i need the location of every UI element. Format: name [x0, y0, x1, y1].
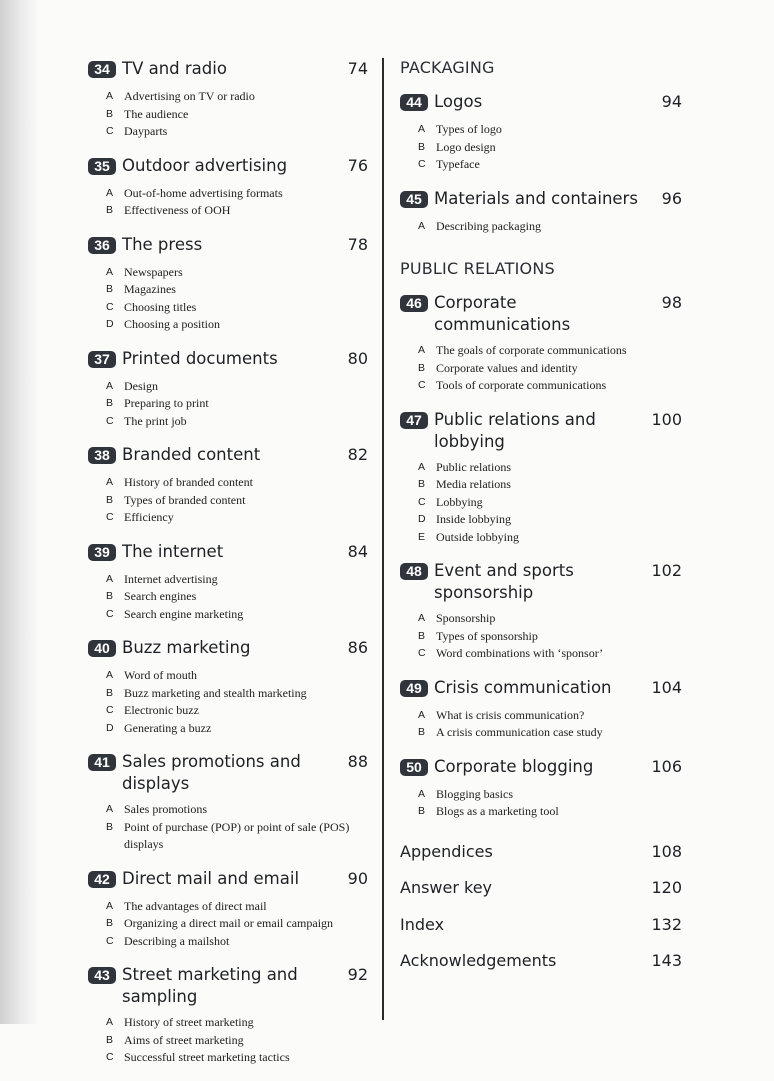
toc-unit-50 [400, 756, 684, 821]
subsection-text: Media relations [436, 477, 511, 491]
subsection-letter: A [418, 123, 426, 135]
subsection-text: Electronic buzz [124, 703, 199, 717]
subsection-text: Describing a mailshot [124, 933, 230, 948]
subsection-letter: A [106, 379, 114, 392]
subsection-text: Choosing a position [124, 317, 221, 331]
back-matter-title: Appendices [400, 841, 493, 861]
subsection-text: Newspapers [124, 264, 183, 279]
unit-number-badge: 49 [400, 680, 428, 697]
subsection-item [418, 529, 684, 547]
subsection-text: Point of purchase (POP) or point of sale (POS) displays [124, 819, 350, 851]
subsection-letter: B [418, 726, 426, 738]
unit-title: Outdoor advertising [122, 155, 288, 175]
toc-section [400, 259, 684, 821]
page-number: 98 [661, 293, 682, 312]
unit-heading[interactable] [88, 444, 370, 468]
subsection-letter: D [418, 513, 426, 525]
unit-heading[interactable] [88, 868, 370, 892]
toc-unit-46 [400, 292, 684, 395]
unit-heading[interactable] [88, 751, 370, 795]
page-number: 82 [347, 445, 368, 464]
subsection-text: Generating a buzz [124, 720, 212, 735]
subsection-letter: C [106, 934, 114, 947]
subsection-item [106, 474, 370, 492]
page-number: 80 [347, 348, 368, 368]
unit-number-badge: 45 [400, 191, 428, 208]
subsection-text: Blogs as a marketing tool [436, 804, 559, 818]
unit-heading[interactable] [88, 155, 370, 179]
subsection-list [418, 342, 684, 395]
subsection-text: History of street marketing [124, 1015, 254, 1029]
subsection-item [106, 202, 370, 220]
back-matter-title: Index [400, 914, 445, 934]
toc-unit-36 [88, 234, 370, 334]
subsection-text: Preparing to print [124, 396, 209, 410]
subsection-item [418, 342, 684, 360]
subsection-letter: A [418, 219, 426, 232]
subsection-text: The goals of corporate communications [436, 343, 627, 357]
subsection-item [418, 610, 684, 628]
subsection-text: Corporate values and identity [436, 360, 578, 375]
toc-unit-43 [88, 964, 370, 1067]
subsection-letter: A [106, 803, 114, 815]
subsection-item [106, 413, 370, 431]
unit-heading[interactable] [400, 91, 684, 115]
subsection-text: Describing packaging [436, 218, 541, 233]
toc-unit-34 [88, 58, 370, 141]
unit-number-badge: 50 [400, 759, 428, 776]
page-number: 143 [651, 951, 682, 970]
subsection-item [418, 360, 684, 378]
subsection-item [106, 509, 370, 527]
subsection-text: Buzz marketing and stealth marketing [124, 685, 307, 700]
subsection-letter: E [418, 530, 426, 543]
subsection-letter: A [106, 669, 114, 681]
toc-unit-38 [88, 444, 370, 527]
unit-title: Direct mail and email [122, 868, 300, 888]
unit-title: Sales promotions and displays [122, 752, 301, 793]
subsection-letter: C [418, 379, 426, 391]
subsection-text: Dayparts [124, 124, 168, 138]
subsection-list [106, 1014, 370, 1067]
unit-number-badge: 44 [400, 94, 428, 111]
subsection-text: Efficiency [124, 510, 174, 524]
unit-title: Corporate blogging [434, 756, 594, 776]
unit-title: Materials and containers [434, 188, 638, 208]
subsection-list [106, 378, 370, 431]
subsection-item [418, 724, 684, 742]
unit-title: The press [122, 234, 203, 254]
unit-number-badge: 40 [88, 640, 116, 657]
subsection-list [106, 474, 370, 527]
subsection-text: Internet advertising [124, 571, 218, 586]
subsection-item [106, 702, 370, 720]
back-matter-title: Answer key [400, 878, 493, 897]
subsection-item [418, 218, 684, 236]
subsection-letter: B [106, 397, 114, 409]
subsection-letter: B [106, 917, 114, 929]
subsection-letter: B [106, 820, 114, 833]
subsection-text: Types of sponsorship [436, 628, 538, 643]
subsection-item [106, 801, 370, 819]
page-number: 90 [347, 868, 368, 888]
subsection-letter: C [106, 704, 114, 716]
toc-unit-41 [88, 751, 370, 854]
page-number: 94 [661, 92, 682, 111]
unit-heading[interactable] [400, 188, 684, 212]
unit-heading[interactable] [400, 756, 684, 780]
subsection-item [106, 685, 370, 703]
subsection-letter: B [418, 478, 426, 490]
unit-heading[interactable] [400, 560, 684, 604]
subsection-letter: C [418, 647, 426, 659]
subsection-letter: C [106, 607, 114, 620]
unit-title: Crisis communication [434, 677, 612, 697]
section-heading: PACKAGING [400, 58, 495, 77]
subsection-list [106, 571, 370, 624]
toc-unit-48 [400, 560, 684, 663]
subsection-text: A crisis communication case study [436, 725, 603, 739]
subsection-text: Public relations [436, 459, 511, 474]
unit-title: Buzz marketing [122, 638, 251, 657]
subsection-text: The print job [124, 413, 187, 428]
unit-number-badge: 42 [88, 871, 116, 888]
page-number: 92 [347, 965, 368, 984]
subsection-text: Sponsorship [436, 611, 496, 625]
toc-unit-37 [88, 348, 370, 431]
subsection-text: Outside lobbying [436, 529, 519, 544]
subsection-text: Search engines [124, 589, 197, 603]
back-matter [400, 841, 684, 987]
subsection-item [106, 185, 370, 203]
subsection-letter: B [418, 140, 426, 153]
page-number: 96 [661, 188, 682, 208]
unit-number-badge: 36 [88, 237, 116, 254]
subsection-item [418, 707, 684, 725]
subsection-text: Out-of-home advertising formats [124, 185, 283, 200]
page-edge-shadow [0, 0, 40, 1024]
subsection-item [418, 494, 684, 512]
unit-number-badge: 46 [400, 295, 428, 312]
subsection-text: What is crisis communication? [436, 707, 585, 722]
subsection-item [106, 299, 370, 317]
subsection-item [418, 459, 684, 477]
page-number: 86 [347, 638, 368, 657]
subsection-list [106, 667, 370, 737]
subsection-item [106, 915, 370, 933]
subsection-text: The audience [124, 106, 189, 121]
subsection-item [106, 571, 370, 589]
sections [400, 58, 684, 821]
subsection-text: Blogging basics [436, 786, 513, 801]
toc-unit-40 [88, 637, 370, 737]
page-number: 106 [651, 756, 682, 776]
subsection-letter: A [106, 572, 114, 585]
page-number: 76 [347, 155, 368, 175]
unit-heading[interactable] [400, 409, 684, 453]
back-matter-item[interactable] [400, 841, 684, 878]
subsection-list [106, 898, 370, 951]
subsection-letter: A [106, 90, 114, 102]
subsection-item [106, 606, 370, 624]
toc-unit-42 [88, 868, 370, 951]
left-column [88, 58, 370, 1081]
subsection-text: History of branded content [124, 475, 253, 489]
unit-title: Event and sports sponsorship [434, 561, 574, 602]
unit-heading[interactable] [88, 541, 370, 565]
unit-number-badge: 43 [88, 967, 116, 984]
subsection-letter: B [418, 629, 426, 642]
back-matter-title: Acknowledgements [400, 951, 557, 970]
subsection-item [106, 898, 370, 916]
subsection-text: Successful street marketing tactics [124, 1050, 290, 1064]
subsection-text: Inside lobbying [436, 512, 511, 526]
subsection-letter: C [106, 414, 114, 427]
subsection-list [418, 121, 684, 174]
subsection-text: Logo design [436, 139, 496, 154]
subsection-item [418, 377, 684, 395]
subsection-list [418, 218, 684, 236]
subsection-item [106, 395, 370, 413]
subsection-text: Aims of street marketing [124, 1032, 244, 1047]
unit-heading[interactable] [88, 964, 370, 1008]
subsection-letter: B [106, 283, 114, 295]
page-number: 104 [651, 677, 682, 697]
page-number: 100 [651, 409, 682, 429]
page-number: 88 [347, 752, 368, 771]
unit-heading[interactable] [88, 637, 370, 661]
unit-number-badge: 37 [88, 351, 116, 368]
subsection-text: Types of branded content [124, 492, 246, 507]
subsection-item [418, 645, 684, 663]
subsection-letter: B [106, 107, 114, 120]
subsection-item [418, 139, 684, 157]
subsection-item [418, 156, 684, 174]
subsection-letter: A [106, 186, 114, 199]
subsection-item [418, 628, 684, 646]
unit-number-badge: 48 [400, 563, 428, 580]
unit-number-badge: 47 [400, 412, 428, 429]
toc-unit-47 [400, 409, 684, 547]
page-number: 120 [651, 878, 682, 897]
subsection-letter: A [418, 612, 426, 624]
subsection-list [418, 459, 684, 547]
page-number: 74 [347, 59, 368, 78]
subsection-letter: A [418, 708, 426, 721]
subsection-text: Organizing a direct mail or email campaign [124, 916, 334, 930]
subsection-item [418, 476, 684, 494]
unit-title: The internet [122, 541, 224, 561]
subsection-item [106, 281, 370, 299]
unit-number-badge: 41 [88, 754, 116, 771]
subsection-text: Advertising on TV or radio [124, 89, 255, 103]
back-matter-item[interactable] [400, 914, 684, 951]
subsection-text: Design [124, 378, 158, 393]
subsection-text: Choosing titles [124, 299, 197, 314]
subsection-item [106, 588, 370, 606]
subsection-item [106, 819, 370, 854]
subsection-item [106, 720, 370, 738]
subsection-text: Word combinations with ‘sponsor’ [436, 646, 604, 660]
subsection-item [106, 667, 370, 685]
subsection-text: Effectiveness of OOH [124, 203, 231, 217]
subsection-item [106, 264, 370, 282]
subsection-letter: B [106, 686, 114, 699]
subsection-text: Types of logo [436, 122, 502, 136]
page-number: 78 [347, 234, 368, 254]
subsection-item [106, 1014, 370, 1032]
unit-heading[interactable] [88, 348, 370, 372]
column-divider [382, 58, 384, 1020]
subsection-letter: A [106, 265, 114, 278]
subsection-letter: B [418, 805, 426, 817]
subsection-item [418, 786, 684, 804]
subsection-list [418, 786, 684, 821]
subsection-text: Typeface [436, 157, 480, 171]
subsection-letter: B [418, 361, 426, 374]
unit-title: TV and radio [122, 59, 227, 78]
subsection-item [106, 1032, 370, 1050]
subsection-letter: B [106, 493, 114, 506]
unit-number-badge: 38 [88, 447, 116, 464]
unit-title: Street marketing and sampling [122, 965, 298, 1006]
subsection-letter: C [418, 495, 426, 508]
unit-heading[interactable] [88, 234, 370, 258]
subsection-text: Lobbying [436, 494, 483, 509]
subsection-list [418, 610, 684, 663]
subsection-item [418, 803, 684, 821]
subsection-item [106, 316, 370, 334]
subsection-letter: C [106, 511, 114, 523]
unit-heading[interactable] [88, 58, 370, 82]
toc-unit-45 [400, 188, 684, 236]
unit-heading[interactable] [400, 677, 684, 701]
subsection-item [106, 1049, 370, 1067]
back-matter-item[interactable] [400, 950, 684, 987]
subsection-item [106, 106, 370, 124]
subsection-item [418, 121, 684, 139]
subsection-letter: A [106, 899, 114, 912]
subsection-letter: C [106, 1051, 114, 1063]
subsection-list [106, 88, 370, 141]
back-matter-item[interactable] [400, 877, 684, 914]
page-number: 102 [651, 561, 682, 580]
subsection-text: The advantages of direct mail [124, 898, 267, 913]
unit-number-badge: 35 [88, 158, 116, 175]
subsection-text: Search engine marketing [124, 606, 244, 621]
subsection-item [106, 378, 370, 396]
page-number: 84 [347, 541, 368, 561]
subsection-letter: B [106, 1033, 114, 1046]
unit-title: Branded content [122, 445, 261, 464]
subsection-letter: C [418, 158, 426, 170]
subsection-item [106, 123, 370, 141]
unit-number-badge: 34 [88, 61, 116, 78]
unit-title: Public relations and lobbying [434, 409, 596, 451]
subsection-letter: A [106, 476, 114, 488]
subsection-letter: A [418, 787, 426, 800]
subsection-letter: D [106, 721, 114, 734]
subsection-item [106, 933, 370, 951]
subsection-list [106, 264, 370, 334]
unit-title: Logos [434, 92, 483, 111]
toc-unit-39 [88, 541, 370, 624]
page-number: 108 [651, 841, 682, 861]
subsection-list [106, 185, 370, 220]
subsection-text: Magazines [124, 282, 176, 296]
subsection-item [106, 88, 370, 106]
toc-unit-44 [400, 91, 684, 174]
subsection-item [418, 511, 684, 529]
toc-unit-35 [88, 155, 370, 220]
unit-title: Corporate communications [434, 293, 571, 334]
subsection-letter: B [106, 204, 114, 216]
page-number: 132 [651, 914, 682, 934]
toc-section [400, 58, 684, 235]
subsection-letter: A [106, 1016, 114, 1028]
subsection-letter: A [418, 344, 426, 356]
subsection-letter: D [106, 318, 114, 330]
subsection-text: Word of mouth [124, 668, 198, 682]
subsection-item [106, 492, 370, 510]
subsection-letter: A [418, 460, 426, 473]
unit-heading[interactable] [400, 292, 684, 336]
subsection-letter: C [106, 300, 114, 313]
right-column [400, 58, 684, 987]
subsection-letter: C [106, 125, 114, 137]
subsection-text: Tools of corporate communications [436, 378, 607, 392]
unit-number-badge: 39 [88, 544, 116, 561]
unit-title: Printed documents [122, 348, 278, 368]
toc-unit-49 [400, 677, 684, 742]
subsection-text: Sales promotions [124, 802, 207, 816]
subsection-list [106, 801, 370, 854]
section-heading: PUBLIC RELATIONS [400, 259, 555, 278]
subsection-list [418, 707, 684, 742]
subsection-letter: B [106, 590, 114, 602]
